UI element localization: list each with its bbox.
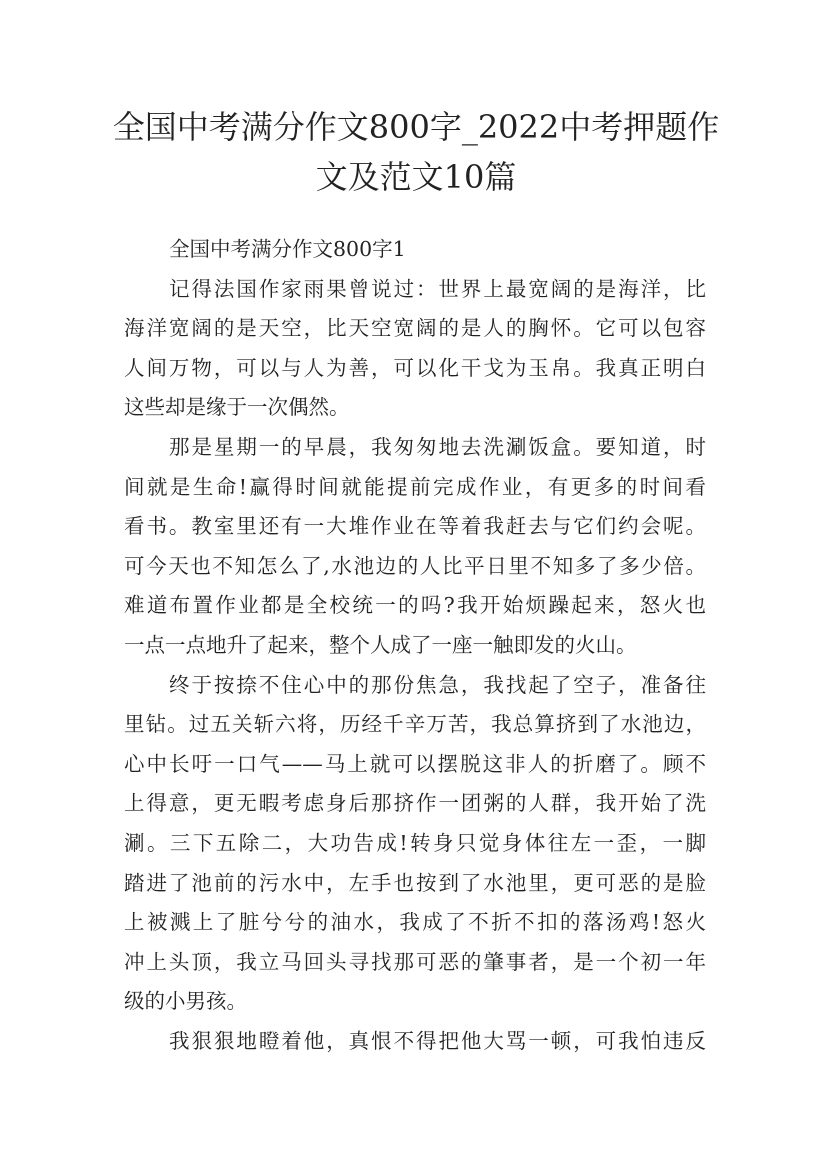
text-line: 心中长吁一口气——马上就可以摆脱这非人的折磨了。顾不 bbox=[124, 751, 706, 776]
text-line: 上被溅上了脏兮兮的油水，我成了不折不扣的落汤鸡!怒火 bbox=[124, 910, 706, 935]
paragraph-4 bbox=[124, 1022, 706, 1062]
text-line: 里钻。过五关斩六将，历经千辛万苦，我总算挤到了水池边， bbox=[124, 712, 706, 737]
text-line: 间就是生命!赢得时间就能提前完成作业，有更多的时间看 bbox=[124, 474, 706, 499]
text-line: 难道布置作业都是全校统一的吗?我开始烦躁起来，怒火也 bbox=[124, 593, 706, 618]
document-title bbox=[96, 102, 736, 202]
text-line: 踏进了池前的污水中，左手也按到了水池里，更可恶的是脸 bbox=[124, 870, 706, 895]
text-line: 我狠狠地瞪着他，真恨不得把他大骂一顿，可我怕违反 bbox=[169, 1028, 706, 1053]
text-line: 那是星期一的早晨，我匆匆地去洗涮饭盒。要知道，时 bbox=[169, 434, 706, 459]
text-line: 冲上头顶，我立马回头寻找那可恶的肇事者，是一个初一年 bbox=[124, 949, 706, 974]
title-line-2: 文及范文10篇 bbox=[315, 158, 517, 196]
text-line: 级的小男孩。 bbox=[124, 989, 247, 1014]
section-heading: 全国中考满分作文800字1 bbox=[169, 237, 406, 261]
text-line: 一点一点地升了起来，整个人成了一座一触即发的火山。 bbox=[124, 632, 637, 657]
paragraph-1 bbox=[124, 270, 706, 428]
text-line: 可今天也不知怎么了,水池边的人比平日里不知多了多少倍。 bbox=[124, 553, 706, 578]
text-line: 看书。教室里还有一大堆作业在等着我赶去与它们约会呢。 bbox=[124, 514, 706, 539]
title-line-1: 全国中考满分作文800字_2022中考押题作 bbox=[112, 108, 720, 146]
paragraph-2 bbox=[124, 428, 706, 666]
text-line: 记得法国作家雨果曾说过：世界上最宽阔的是海洋，比 bbox=[169, 276, 706, 301]
text-line: 人间万物，可以与人为善，可以化干戈为玉帛。我真正明白 bbox=[124, 355, 706, 380]
text-line: 这些却是缘于一次偶然。 bbox=[124, 395, 350, 420]
text-line: 终于按捺不住心中的那份焦急，我找起了空子，准备往 bbox=[169, 672, 706, 697]
text-line: 上得意，更无暇考虑身后那挤作一团粥的人群，我开始了洗 bbox=[124, 791, 706, 816]
document-body bbox=[124, 230, 706, 1061]
text-line: 海洋宽阔的是天空，比天空宽阔的是人的胸怀。它可以包容 bbox=[124, 316, 706, 341]
paragraph-3 bbox=[124, 666, 706, 1022]
text-line: 涮。三下五除二，大功告成!转身只觉身体往左一歪，一脚 bbox=[124, 830, 706, 855]
